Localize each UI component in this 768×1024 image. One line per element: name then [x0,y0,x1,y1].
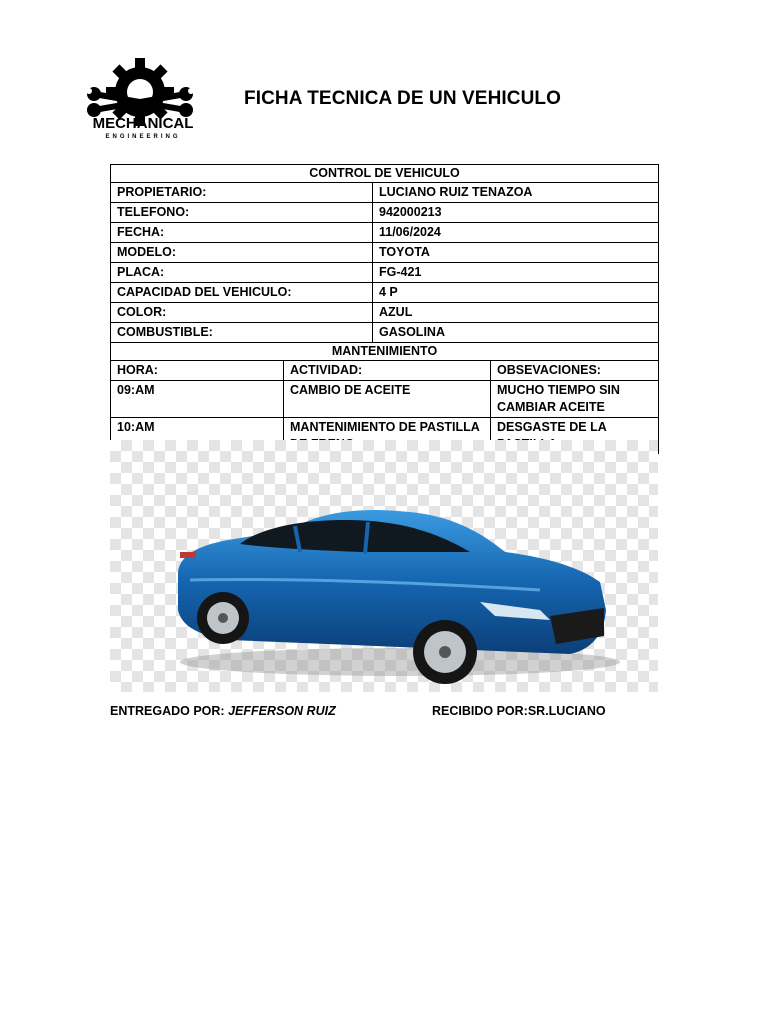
owner-label: PROPIETARIO: [111,183,373,203]
model-label: MODELO: [111,243,373,263]
table-row [111,223,659,243]
hora-cell: 09:AM [111,381,284,418]
mechanical-engineering-logo [58,58,228,142]
color-value: AZUL [373,303,659,323]
actividad-cell: MANTENIMIENTO DE PASTILLA [284,418,491,455]
control-heading: CONTROL DE VEHICULO [111,165,659,183]
logo-subtext: ENGINEERING [105,134,181,140]
table-row [111,323,659,343]
logo-text: MECHANICAL [92,115,194,132]
actividad-cell: CAMBIO DE ACEITE [284,381,491,418]
vehicle-control-table [110,164,659,454]
date-value: 11/06/2024 [373,223,659,243]
delivered-by [110,704,336,718]
model-value: TOYOTA [373,243,659,263]
blue-sedan-image [110,440,658,692]
capacity-label: CAPACIDAD DEL VEHICULO: [111,283,373,303]
delivered-by-name: JEFFERSON RUIZ [228,704,336,718]
table-row [111,263,659,283]
table-row [111,243,659,263]
owner-value: LUCIANO RUIZ TENAZOA [373,183,659,203]
car-photo [110,440,658,692]
observaciones-cell: MUCHO TIEMPO SIN CAMBIAR ACEITE [491,381,659,418]
color-label: COLOR: [111,303,373,323]
column-header-observaciones: OBSEVACIONES: [491,361,659,381]
column-header-hora: HORA: [111,361,284,381]
received-by: RECIBIDO POR:SR.LUCIANO [432,704,606,718]
table-row [111,203,659,223]
gear-wrench-icon [58,58,228,142]
hora-cell: 10:AM [111,418,284,455]
plate-label: PLACA: [111,263,373,283]
table-row [111,183,659,203]
page-title: FICHA TECNICA DE UN VEHICULO [244,88,562,109]
table-header-row [111,361,659,381]
table-row [111,303,659,323]
fuel-value: GASOLINA [373,323,659,343]
delivered-by-label: ENTREGADO POR: [110,704,229,718]
column-header-actividad: ACTIVIDAD: [284,361,491,381]
observaciones-cell: DESGASTE DE LA [491,418,659,455]
maintenance-heading: MANTENIMIENTO [111,343,659,361]
date-label: FECHA: [111,223,373,243]
table-row [111,283,659,303]
phone-value: 942000213 [373,203,659,223]
plate-value: FG-421 [373,263,659,283]
capacity-value: 4 P [373,283,659,303]
table-row [111,381,659,418]
phone-label: TELEFONO: [111,203,373,223]
fuel-label: COMBUSTIBLE: [111,323,373,343]
